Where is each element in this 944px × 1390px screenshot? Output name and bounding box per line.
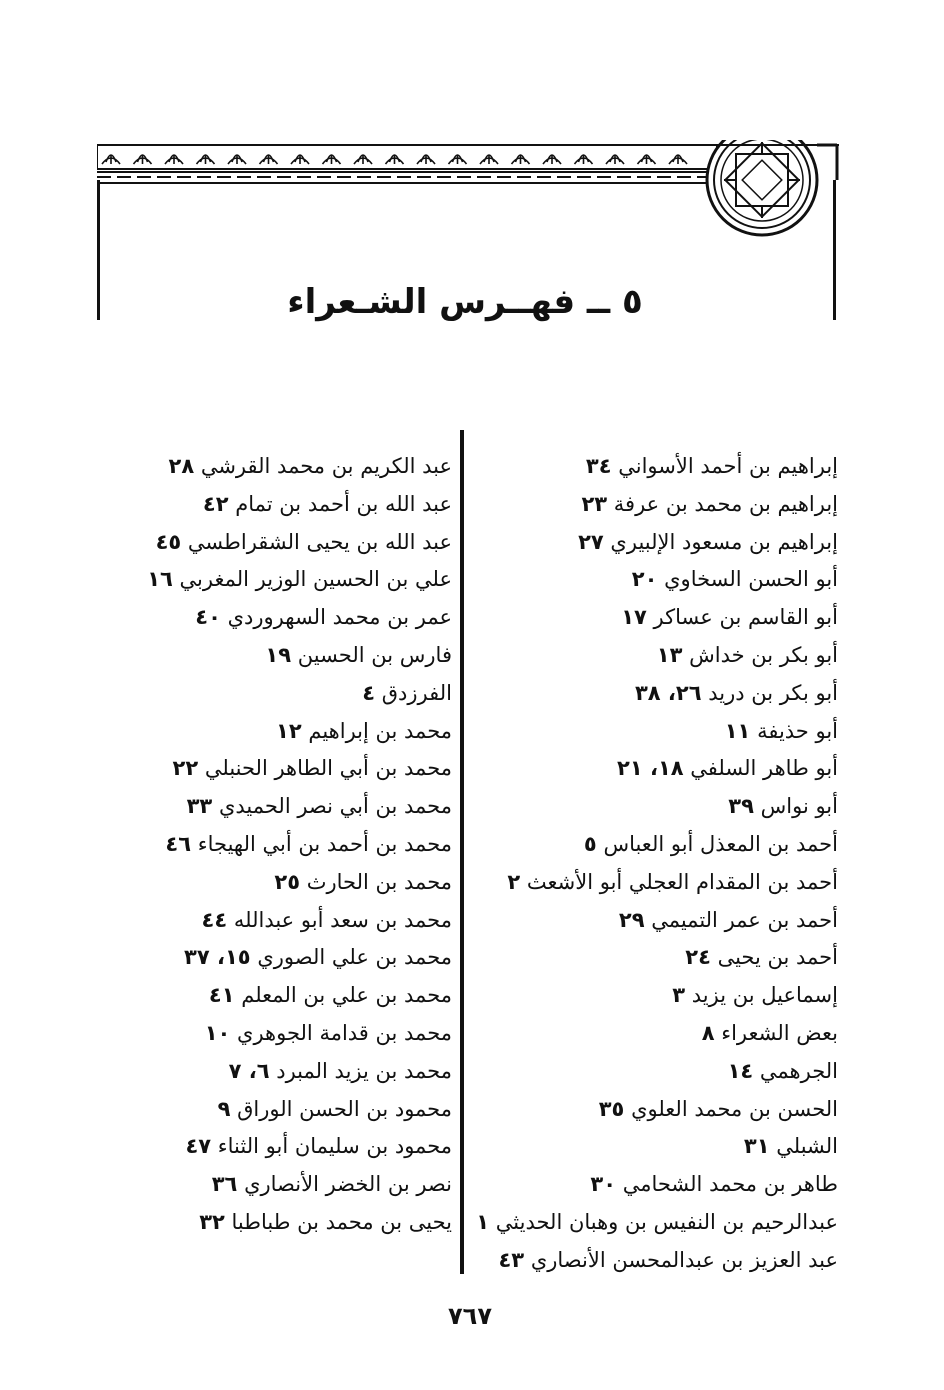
index-entry [112,977,452,1015]
poet-name: محمد بن سعد أبو عبدالله [233,907,452,932]
page-refs: ٢٣ [581,491,608,516]
flower-motif [291,155,309,164]
index-entry [112,902,452,940]
poet-name: محمد بن إبراهيم [308,718,452,743]
page-refs: ٦، ٧ [228,1058,270,1083]
flower-motif [165,155,183,164]
poet-name: محمد بن الحارث [306,869,452,894]
index-entry [112,561,452,599]
geometric-medallion-icon [707,140,817,235]
index-entry [488,675,838,713]
index-entry [488,788,838,826]
index-entry [488,826,838,864]
poet-name: بعض الشعراء [721,1020,838,1045]
index-entry [112,1091,452,1129]
page-number: ٧٦٧ [448,1302,492,1330]
poet-name: عبد العزيز بن عبدالمحسن الأنصاري [530,1247,838,1272]
page-refs: ١٦ [147,567,173,592]
index-entry [488,902,838,940]
index-entry [488,486,838,524]
page-refs: ٢٨ [168,454,195,478]
poet-name: محمد بن علي الصوري [257,945,452,970]
index-entry [488,977,838,1015]
poet-name: عبد الكريم بن محمد القرشي [200,454,452,478]
poet-name: عبد الله بن أحمد بن تمام [235,491,452,516]
page-title: ٥ ــ فهــرس الشـعراء [287,282,643,322]
poet-name: محمد بن أبي نصر الحميدي [218,794,452,819]
flower-motif [638,155,656,164]
poet-name: يحيى بن محمد بن طباطبا [231,1209,452,1234]
poet-name: محمد بن يزيد المبرد [276,1058,452,1083]
poet-name: طاهر بن محمد الشحامي [622,1172,838,1197]
page-refs: ١٣ [656,642,683,667]
page-refs: ٤٠ [195,605,221,630]
page-refs: ١٨، ٢١ [617,756,684,781]
poet-name: إبراهيم بن مسعود الإلبيري [610,529,838,554]
page-refs: ٢٢ [172,756,199,781]
page-refs: ٤٢ [202,491,229,516]
page-refs: ٣٣ [186,794,213,819]
page-refs: ٣٤ [585,454,612,478]
poet-name: محمود بن سليمان أبو الثناء [217,1134,452,1159]
poet-name: أحمد بن المعذل أبو العباس [603,831,838,856]
index-entry [488,1166,838,1204]
index-entry [112,524,452,562]
index-entry [488,637,838,675]
poet-name: علي بن الحسين الوزير المغربي [179,567,452,592]
poet-name: الشبلي [776,1134,838,1159]
index-column-right [476,448,838,1280]
flower-motif [386,155,404,164]
page-refs: ٤٥ [155,529,182,554]
page-refs: ٢٧ [578,529,604,554]
page-refs: ٤٧ [185,1134,212,1159]
index-entry [112,1166,452,1204]
flower-motif [260,155,278,164]
poet-name: إبراهيم بن أحمد الأسواني [618,454,838,478]
index-entry [112,1015,452,1053]
poet-name: إسماعيل بن يزيد [691,983,838,1008]
poet-name: محمد بن علي بن المعلم [241,983,452,1008]
index-entry [112,448,452,486]
page-refs: ٤٦ [165,831,192,856]
poet-name: محمود بن الحسن الوراق [237,1096,452,1121]
poet-name: أبو بكر بن خداش [689,642,838,667]
poet-name: أحمد بن يحيى [717,945,838,970]
page-refs: ٨ [701,1020,715,1045]
flower-motif [417,155,435,164]
index-entry [488,1053,838,1091]
index-column-left [112,448,452,1242]
poet-name: أبو طاهر السلفي [690,756,838,781]
flower-motif [354,155,372,164]
poet-name: أبو القاسم بن عساكر [653,605,838,630]
page-refs: ٤١ [208,983,235,1008]
page-refs: ٤٤ [201,907,228,932]
page-refs: ٤٣ [498,1247,525,1272]
page-refs: ١٤ [727,1058,754,1083]
index-entry [112,750,452,788]
flower-motif [575,155,593,164]
index-entry [488,1015,838,1053]
index-entry [112,864,452,902]
flower-motif [669,155,687,164]
index-entry [488,1242,838,1280]
index-entry [488,1091,838,1129]
flower-motif [228,155,246,164]
poet-name: الحسن بن محمد العلوي [631,1096,838,1121]
index-entry [488,939,838,977]
poet-name: أبو بكر بن دريد [708,680,838,705]
index-entry [112,1053,452,1091]
page-refs: ٢٦، ٣٨ [634,680,702,705]
flower-motif [606,155,624,164]
index-entry [112,675,452,713]
flower-motif [197,155,215,164]
page-refs: ٣٢ [199,1209,225,1234]
poet-name: فارس بن الحسين [297,642,452,667]
page-refs: ١٩ [265,642,292,667]
page-refs: ٣٠ [590,1172,617,1197]
page-refs: ٤ [362,680,376,705]
page-refs: ٢٤ [685,945,711,970]
index-entry [488,1128,838,1166]
page-refs: ٣٦ [211,1172,238,1197]
page-refs: ٥ [583,831,597,856]
flower-motif [323,155,341,164]
flower-motif [102,155,120,164]
poet-name: نصر بن الخضر الأنصاري [244,1172,452,1197]
index-entry [112,637,452,675]
index-entry [476,1204,838,1242]
page-refs: ٩ [217,1096,231,1121]
index-entry [112,939,452,977]
page-refs: ٣ [672,983,686,1008]
page-refs: ١٠ [204,1020,231,1045]
page-refs: ١٢ [276,718,302,743]
index-entry [112,788,452,826]
index-entry [488,448,838,486]
index-entry [112,713,452,751]
poet-name: إبراهيم بن محمد بن عرفة [613,491,838,516]
page-refs: ١١ [724,718,751,743]
poet-name: أبو نواس [760,794,838,819]
page-refs: ٣٥ [598,1096,625,1121]
poet-name: الفرزدق [381,680,452,705]
page-refs: ٣٩ [728,794,754,819]
index-entry [112,486,452,524]
poet-name: محمد بن أحمد بن أبي الهيجاء [197,831,452,856]
page-refs: ١ [476,1209,490,1234]
poet-name: أبو الحسن السخاوي [664,567,838,592]
poet-name: عمر بن محمد السهروردي [227,605,452,630]
flower-motif [449,155,467,164]
poet-name: محمد بن قدامة الجوهري [237,1020,452,1045]
index-entry [488,599,838,637]
flower-motif [543,155,561,164]
poet-name: أحمد بن المقدام العجلي أبو الأشعث [526,869,838,894]
poet-name: عبدالرحيم بن النفيس بن وهبان الحديثي [495,1209,838,1234]
page-refs: ٢٠ [631,567,658,592]
poet-name: أبو حذيفة [757,718,838,743]
frame-left-rule [97,180,100,320]
index-entry [488,524,838,562]
flower-motif [512,155,530,164]
index-entry [112,1128,452,1166]
page-refs: ٢ [507,869,521,894]
flower-motif [480,155,498,164]
page-refs: ١٥، ٣٧ [184,945,251,970]
page-refs: ٣١ [743,1134,770,1159]
index-entry [112,1204,452,1242]
index-entry [112,599,452,637]
page-refs: ٢٩ [618,907,645,932]
poet-name: الجرهمي [759,1058,838,1083]
page-refs: ٢٥ [274,869,301,894]
poet-name: محمد بن أبي الطاهر الحنبلي [204,756,452,781]
flower-motif [134,155,152,164]
column-divider [460,430,464,1274]
floral-border-icon [97,145,717,183]
poet-name: عبد الله بن يحيى الشقراطسي [187,529,452,554]
index-entry [112,826,452,864]
frame-right-rule [833,180,836,320]
page-refs: ١٧ [621,605,647,630]
index-entry [488,864,838,902]
index-entry [488,561,838,599]
index-entry [488,750,838,788]
poet-name: أحمد بن عمر التميمي [651,907,838,932]
index-entry [488,713,838,751]
